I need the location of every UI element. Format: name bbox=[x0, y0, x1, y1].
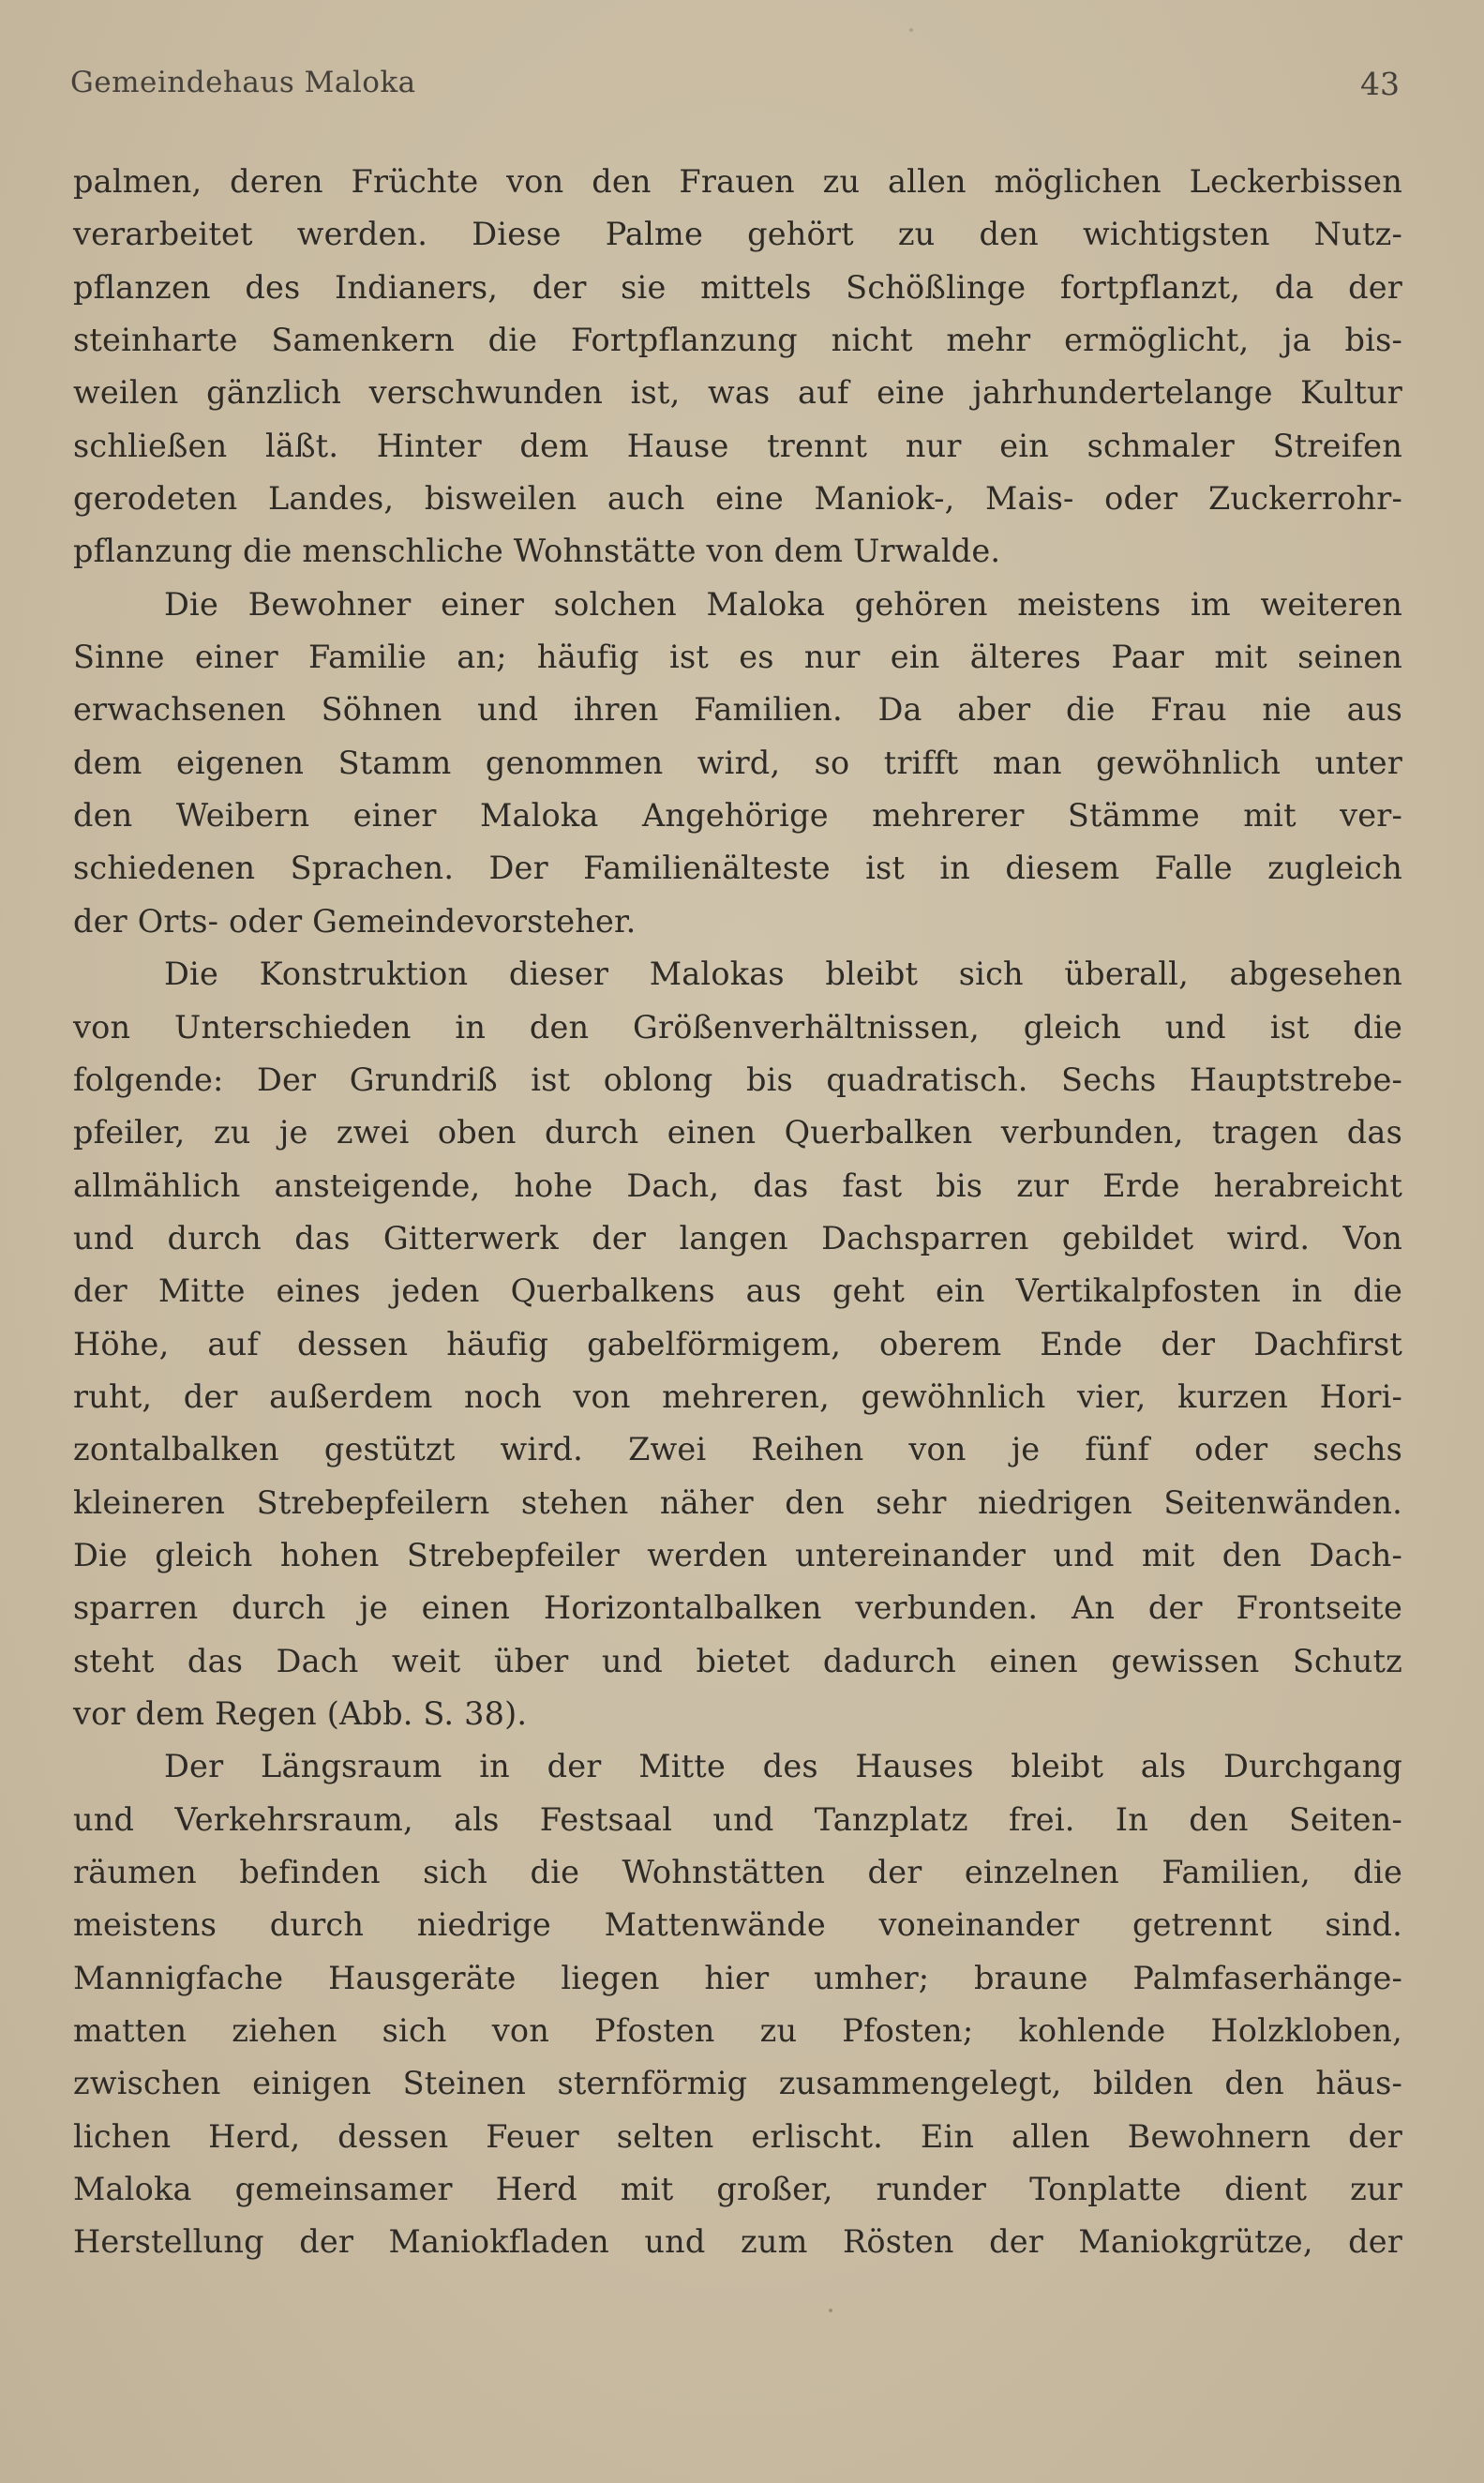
text-line bbox=[73, 2216, 1402, 2268]
text-line-content: folgende: Der Grundriß ist oblong bis quadratisch. Sechs Hauptstrebe- bbox=[73, 1061, 1402, 1098]
text-line bbox=[73, 1001, 1402, 1054]
text-line bbox=[73, 1423, 1402, 1476]
text-line-content: Die gleich hohen Strebepfeiler werden untereinander und mit den Dach- bbox=[73, 1536, 1402, 1573]
text-line bbox=[73, 2057, 1402, 2110]
text-line bbox=[73, 208, 1402, 261]
text-line-content: pflanzen des Indianers, der sie mittels Schößlinge fortpflanzt, da der bbox=[73, 268, 1402, 306]
text-line bbox=[73, 1529, 1402, 1582]
text-line bbox=[73, 2163, 1402, 2216]
text-line bbox=[73, 1582, 1402, 1634]
text-line bbox=[73, 1952, 1402, 2005]
text-line-content: steht das Dach weit über und bietet dadurch einen gewissen Schutz bbox=[73, 1642, 1402, 1679]
text-line-content: matten ziehen sich von Pfosten zu Pfosten; kohlende Holzkloben, bbox=[73, 2012, 1402, 2050]
text-line bbox=[73, 1054, 1402, 1106]
text-line-content: schließen läßt. Hinter dem Hause trennt nur ein schmaler Streifen bbox=[73, 427, 1402, 464]
text-line-content: palmen, deren Früchte von den Frauen zu allen möglichen Leckerbissen bbox=[73, 163, 1402, 200]
text-line bbox=[73, 262, 1402, 314]
page-header bbox=[70, 66, 1400, 113]
text-line-content: und Verkehrsraum, als Festsaal und Tanzplatz frei. In den Seiten- bbox=[73, 1800, 1402, 1838]
text-line bbox=[73, 948, 1402, 1001]
text-line-content: Herstellung der Maniokfladen und zum Rösten der Maniokgrütze, der bbox=[73, 2223, 1402, 2261]
page-number: 43 bbox=[1360, 66, 1400, 102]
text-line-content: räumen befinden sich die Wohnstätten der einzelnen Familien, die bbox=[73, 1854, 1402, 1890]
paper-speck bbox=[909, 28, 913, 32]
text-line bbox=[73, 156, 1402, 208]
text-line bbox=[73, 1477, 1402, 1529]
text-line bbox=[73, 1265, 1402, 1317]
text-line-content: zontalbalken gestützt wird. Zwei Reihen von je fünf oder sechs bbox=[73, 1431, 1402, 1468]
text-line-content: Höhe, auf dessen häufig gabelförmigem, oberem Ende der Dachfirst bbox=[73, 1325, 1402, 1362]
text-line-content: zwischen einigen Steinen sternförmig zusammengelegt, bilden den häus- bbox=[73, 2065, 1402, 2102]
text-line bbox=[73, 1899, 1402, 1951]
text-line-content: ruht, der außerdem noch von mehreren, gewöhnlich vier, kurzen Hori- bbox=[73, 1377, 1402, 1415]
text-line-content: steinharte Samenkern die Fortpflanzung nicht mehr ermöglicht, ja bis- bbox=[73, 322, 1402, 359]
text-line bbox=[73, 2005, 1402, 2057]
text-line bbox=[73, 1794, 1402, 1846]
text-line-content: schiedenen Sprachen. Der Familienälteste ist in diesem Falle zugleich bbox=[73, 850, 1402, 887]
text-line-content: weilen gänzlich verschwunden ist, was auf eine jahrhundertelange Kultur bbox=[73, 374, 1402, 412]
text-line-content: Mannigfache Hausgeräte liegen hier umher; braune Palmfaserhänge- bbox=[73, 1959, 1402, 1996]
text-line bbox=[73, 367, 1402, 419]
text-line-content: kleineren Strebepfeilern stehen näher den sehr niedrigen Seitenwänden. bbox=[73, 1483, 1402, 1521]
text-line-content: Die Bewohner einer solchen Maloka gehören meistens im weiteren bbox=[164, 585, 1402, 623]
text-line bbox=[73, 473, 1402, 525]
text-line-content: Die Konstruktion dieser Malokas bleibt sich überall, abgesehen bbox=[164, 956, 1402, 993]
text-line-content: meistens durch niedrige Mattenwände voneinander getrennt sind. bbox=[73, 1906, 1402, 1944]
text-line bbox=[73, 737, 1402, 790]
text-line-content: pfeiler, zu je zwei oben durch einen Querbalken verbunden, tragen das bbox=[73, 1114, 1402, 1151]
text-line-content: erwachsenen Söhnen und ihren Familien. Da aber die Frau nie aus bbox=[73, 691, 1402, 729]
text-line bbox=[73, 1688, 1402, 1740]
text-line-content: der Orts- oder Gemeindevorsteher. bbox=[73, 902, 637, 940]
text-line bbox=[73, 895, 1402, 948]
text-line bbox=[73, 631, 1402, 684]
text-line bbox=[73, 1106, 1402, 1159]
text-line bbox=[73, 525, 1402, 578]
text-line bbox=[73, 684, 1402, 736]
text-line bbox=[73, 1846, 1402, 1899]
text-line-content: lichen Herd, dessen Feuer selten erlischt. Ein allen Bewohnern der bbox=[73, 2117, 1402, 2155]
body-text bbox=[73, 156, 1402, 2269]
text-line bbox=[73, 1740, 1402, 1793]
text-line-content: und durch das Gitterwerk der langen Dachsparren gebildet wird. Von bbox=[73, 1219, 1402, 1257]
text-line-content: pflanzung die menschliche Wohnstätte von dem Urwalde. bbox=[73, 533, 1001, 570]
text-line bbox=[73, 1160, 1402, 1212]
text-line bbox=[73, 1212, 1402, 1265]
text-line-content: allmählich ansteigende, hohe Dach, das fast bis zur Erde herabreicht bbox=[73, 1166, 1402, 1204]
text-line-content: der Mitte eines jeden Querbalkens aus geht ein Vertikalpfosten in die bbox=[73, 1272, 1402, 1310]
text-line-content: vor dem Regen (Abb. S. 38). bbox=[73, 1694, 528, 1732]
text-line-content: Sinne einer Familie an; häufig ist es nur ein älteres Paar mit seinen bbox=[73, 639, 1402, 676]
text-line bbox=[73, 2111, 1402, 2163]
text-line bbox=[73, 790, 1402, 842]
text-line-content: sparren durch je einen Horizontalbalken verbunden. An der Frontseite bbox=[73, 1589, 1402, 1627]
text-line bbox=[73, 314, 1402, 367]
paper-speck bbox=[829, 2309, 832, 2312]
text-line-content: von Unterschieden in den Größenverhältnissen, gleich und ist die bbox=[73, 1008, 1402, 1046]
text-line-content: Der Längsraum in der Mitte des Hauses bleibt als Durchgang bbox=[164, 1748, 1402, 1785]
text-line bbox=[73, 1318, 1402, 1371]
text-line-content: dem eigenen Stamm genommen wird, so trifft man gewöhnlich unter bbox=[73, 744, 1402, 781]
text-line bbox=[73, 842, 1402, 895]
text-line bbox=[73, 420, 1402, 473]
text-line-content: Maloka gemeinsamer Herd mit großer, runder Tonplatte dient zur bbox=[73, 2171, 1402, 2208]
text-line-content: verarbeitet werden. Diese Palme gehört zu den wichtigsten Nutz- bbox=[73, 216, 1402, 253]
text-line-content: gerodeten Landes, bisweilen auch eine Maniok-, Mais- oder Zuckerrohr- bbox=[73, 480, 1402, 518]
text-line bbox=[73, 1371, 1402, 1423]
text-line bbox=[73, 579, 1402, 631]
running-title: Gemeindehaus Maloka bbox=[70, 66, 416, 99]
text-line bbox=[73, 1635, 1402, 1688]
text-line-content: den Weibern einer Maloka Angehörige mehrerer Stämme mit ver- bbox=[73, 797, 1402, 835]
